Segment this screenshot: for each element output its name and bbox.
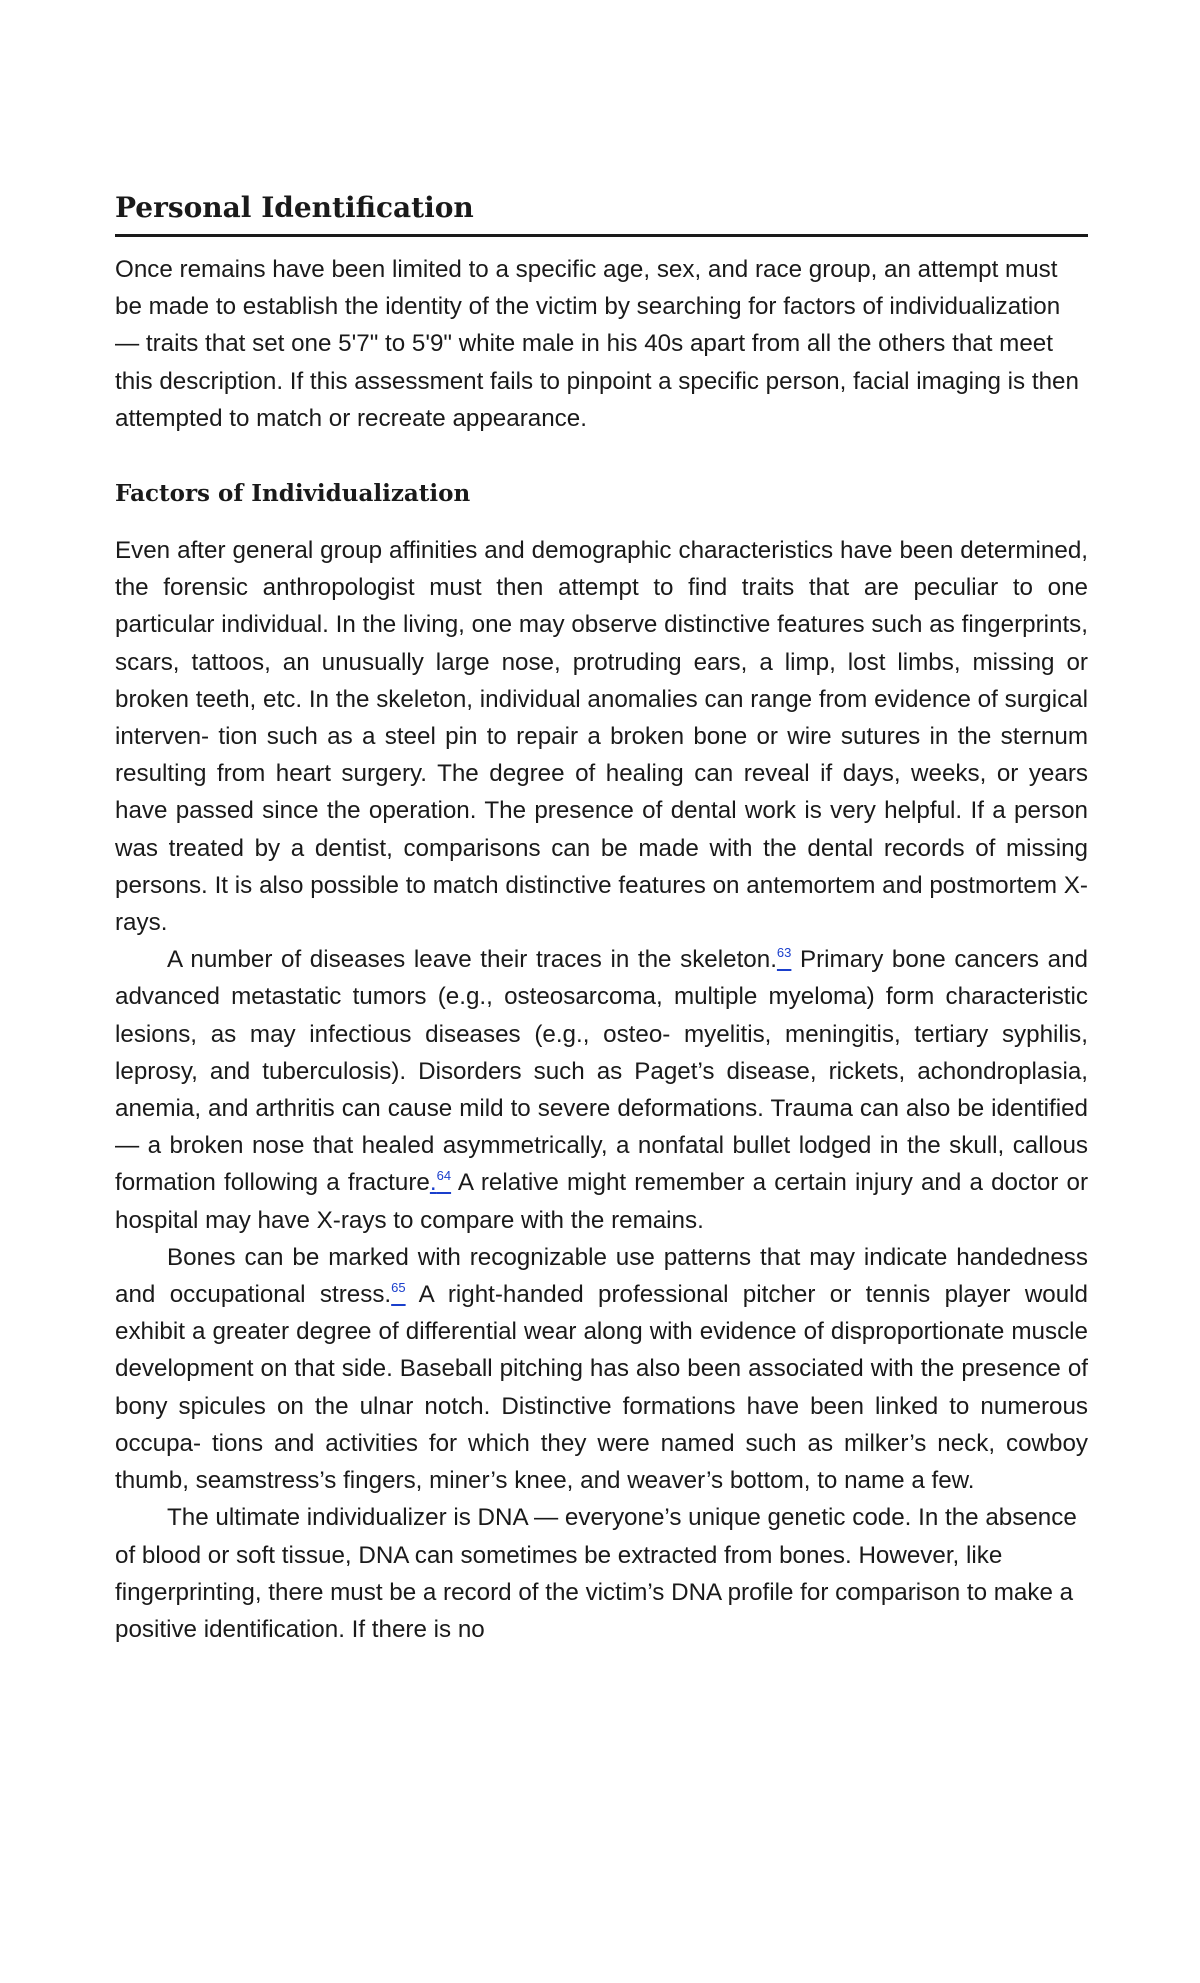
paragraph-text: A relative might remember a certain injury and a doctor or hospital may have X-rays to compare with the remains.	[115, 1169, 1088, 1234]
footnote-link-63[interactable]	[777, 946, 791, 973]
paragraph-text: A number of diseases leave their traces in the skeleton.	[167, 946, 777, 974]
section-title: Personal Identification	[115, 188, 1088, 237]
subsection-title: Factors of Individualization	[115, 480, 471, 508]
paragraph-use-patterns	[115, 1239, 1088, 1499]
footnote-ref: 65	[391, 1280, 406, 1296]
paragraph-dna: The ultimate individualizer is DNA — everyone’s unique genetic code. In the absence of blood or soft tissue, DNA can sometimes be extracted from bones. However, like fingerprinting, there must be a record of the victim’s DNA profile for comparison to make a positive identification. If there is no	[115, 1504, 1077, 1643]
paragraph-diseases	[115, 941, 1088, 1239]
document-page	[115, 188, 1088, 1648]
footnote-period: .	[429, 1169, 437, 1197]
footnote-ref: 63	[776, 945, 792, 961]
intro-paragraph: Once remains have been limited to a specific age, sex, and race group, an attempt must be made to establish the identity of the victim by searching for factors of individualization — traits that set one 5'7" to 5'9" white male in his 40s apart from all the others that meet this description. If this assessment fails to pinpoint a specific person, facial imaging is then attempted to match or recreate appearance.	[115, 256, 1079, 432]
paragraph-text: Bones can be marked with recognizable use patterns that may indicate handedness and occupational stress.	[115, 1243, 1088, 1309]
paragraph-text: A right-handed professional pitcher or tennis player would exhibit a greater degree of differential wear along with evidence of disproportionate muscle development on that side. Baseball pitching has also been associated with the presence of bony spicules on the ulnar notch. Distinctive formations have been linked to numerous occupa- tions and activities for which they were named such as milker’s neck, cowboy thumb, seamstress’s fingers, miner’s knee, and weaver’s bottom, to name a few.	[115, 1281, 1089, 1495]
footnote-link-64[interactable]	[430, 1169, 451, 1196]
footnote-link-65[interactable]	[391, 1281, 405, 1308]
paragraph-text: Primary bone cancers and advanced metastatic tumors (e.g., osteosarcoma, multiple myeloma) form characteristic lesions, as may infectious diseases (e.g., osteo- myelitis, meningitis, tertiary syphilis, leprosy, and tuberculosis). Disorders such as Paget’s disease, rickets, achondroplasia, anemia, and arthritis can cause mild to severe deformations. Trauma can also be identified — a broken nose that healed asymmetrically, a nonfatal bullet lodged in the skull, callous formation following a fracture	[115, 946, 1088, 1197]
footnote-ref: 64	[436, 1168, 452, 1184]
paragraph-individual-traits: Even after general group affinities and demographic characteristics have been determined, the forensic anthropologist must then attempt to find traits that are peculiar to one particular individual. In the living, one may observe distinctive features such as fingerprints, scars, tattoos, an unusually large nose, protruding ears, a limp, lost limbs, missing or broken teeth, etc. In the skeleton, individual anomalies can range from evidence of surgical interven- tion such as a steel pin to repair a broken bone or wire sutures in the sternum resulting from heart surgery. The degree of healing can reveal if days, weeks, or years have passed since the operation. The presence of dental work is very helpful. If a person was treated by a dentist, comparisons can be made with the dental records of missing persons. It is also possible to match distinctive features on antemortem and postmortem X-rays.	[115, 537, 1088, 937]
